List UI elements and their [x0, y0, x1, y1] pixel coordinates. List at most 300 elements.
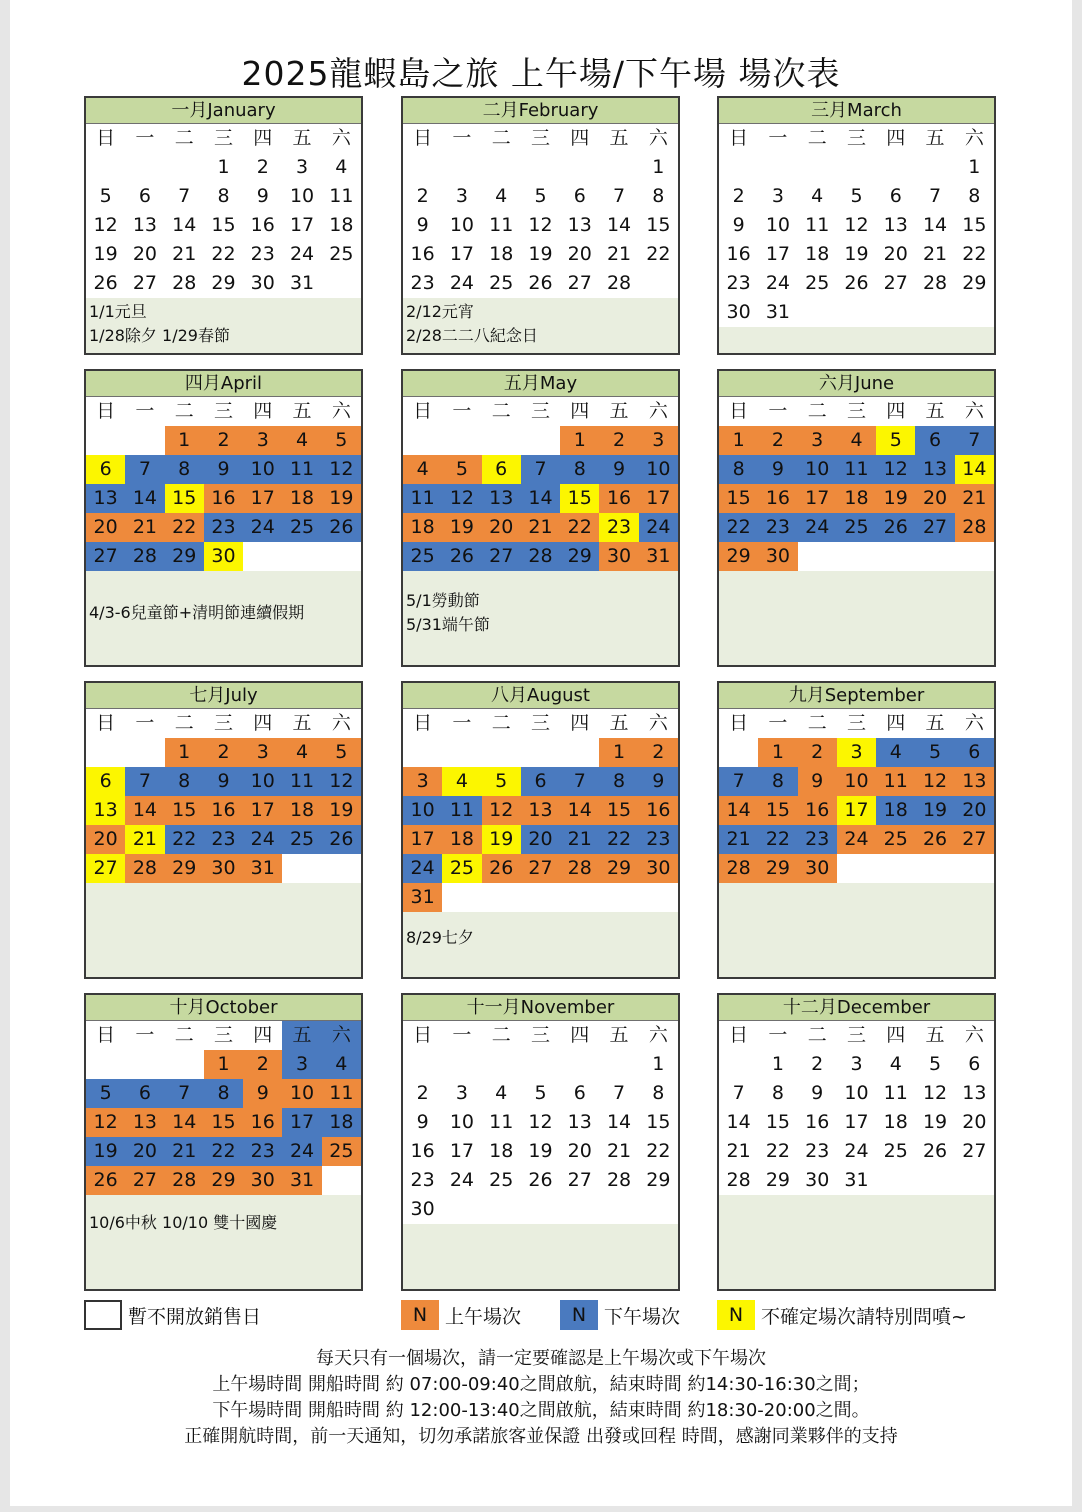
weekday-label: 三 [213, 400, 233, 422]
day-cell [599, 1195, 638, 1224]
week-row [86, 1166, 361, 1195]
day-cell [403, 738, 442, 767]
week-row [403, 542, 678, 571]
month-title: 九月September [719, 683, 994, 709]
week-row [719, 153, 994, 182]
day-cell: 10 [837, 1079, 876, 1108]
day-cell: 13 [955, 1079, 994, 1108]
week-row [403, 767, 678, 796]
day-cell: 15 [758, 796, 797, 825]
day-cell: 25 [322, 240, 361, 269]
day-cell [442, 1195, 481, 1224]
weekday-label: 三 [530, 1024, 550, 1046]
day-cell: 4 [798, 182, 837, 211]
month-title: 一月January [86, 98, 361, 124]
day-cell: 4 [482, 1079, 521, 1108]
day-cell: 25 [876, 1137, 915, 1166]
day-cell: 31 [403, 883, 442, 912]
weekday-label: 四 [570, 400, 590, 422]
weekday-label: 二 [174, 1024, 194, 1046]
weekday-label: 六 [322, 1021, 361, 1050]
day-cell: 31 [758, 298, 797, 327]
week-row [86, 182, 361, 211]
week-row [719, 767, 994, 796]
day-cell: 3 [837, 738, 876, 767]
weekday-label: 日 [413, 400, 433, 422]
day-cell: 16 [719, 240, 758, 269]
day-cell: 14 [560, 796, 599, 825]
day-cell: 17 [243, 484, 282, 513]
day-cell [876, 298, 915, 327]
day-cell: 9 [243, 182, 282, 211]
day-cell: 21 [125, 825, 164, 854]
day-cell: 23 [243, 240, 282, 269]
day-cell: 1 [639, 1050, 678, 1079]
week-row [719, 240, 994, 269]
weekday-header [86, 397, 361, 426]
day-cell: 26 [86, 1166, 125, 1195]
week-row [719, 182, 994, 211]
footer-notes [0, 1346, 1082, 1450]
day-cell: 3 [282, 1050, 321, 1079]
day-cell: 10 [798, 455, 837, 484]
day-cell: 28 [125, 542, 164, 571]
day-cell: 28 [719, 1166, 758, 1195]
day-cell: 15 [719, 484, 758, 513]
day-cell: 1 [165, 426, 204, 455]
day-cell: 17 [837, 1108, 876, 1137]
week-row [403, 1195, 678, 1224]
month-title: 三月March [719, 98, 994, 124]
weekday-header [403, 1021, 678, 1050]
month-title: 四月April [86, 371, 361, 397]
weekday-label: 一 [768, 127, 788, 149]
weekday-label: 五 [609, 712, 629, 734]
day-cell: 13 [560, 211, 599, 240]
weekday-label: 五 [925, 1024, 945, 1046]
day-cell: 26 [322, 513, 361, 542]
footer-line: 上午場時間 開船時間 約 07:00-09:40之間啟航，結束時間 約14:30-16:30之間； [212, 1374, 870, 1395]
day-cell: 7 [599, 1079, 638, 1108]
week-row [86, 1137, 361, 1166]
day-cell: 27 [482, 542, 521, 571]
day-cell: 24 [282, 240, 321, 269]
day-cell: 28 [955, 513, 994, 542]
month-panel [717, 681, 996, 979]
day-cell: 10 [442, 211, 481, 240]
day-cell: 19 [442, 513, 481, 542]
weekday-label: 三 [846, 127, 866, 149]
weekday-label: 五 [925, 400, 945, 422]
day-cell [955, 542, 994, 571]
day-cell [482, 426, 521, 455]
week-row [719, 1050, 994, 1079]
weekday-label: 日 [413, 712, 433, 734]
day-cell: 20 [521, 825, 560, 854]
day-cell: 24 [442, 1166, 481, 1195]
day-cell: 21 [165, 240, 204, 269]
day-cell: 24 [282, 1137, 321, 1166]
legend-pm [560, 1299, 680, 1331]
day-cell: 15 [599, 796, 638, 825]
day-cell: 14 [521, 484, 560, 513]
day-cell: 4 [442, 767, 481, 796]
day-cell: 25 [837, 513, 876, 542]
day-cell: 16 [243, 211, 282, 240]
weekday-label: 一 [768, 712, 788, 734]
day-cell: 20 [955, 1108, 994, 1137]
month-notes [719, 327, 994, 331]
weekday-label: 三 [213, 712, 233, 734]
day-cell: 20 [86, 825, 125, 854]
day-cell [521, 1195, 560, 1224]
day-cell: 29 [758, 1166, 797, 1195]
day-cell [837, 298, 876, 327]
day-cell: 13 [86, 484, 125, 513]
weekday-label: 日 [729, 127, 749, 149]
day-cell: 7 [165, 1079, 204, 1108]
day-cell: 12 [521, 1108, 560, 1137]
day-cell: 27 [125, 269, 164, 298]
day-cell [837, 854, 876, 883]
day-cell: 29 [204, 269, 243, 298]
month-panel [401, 96, 680, 355]
day-cell [599, 153, 638, 182]
month-notes [719, 883, 994, 887]
week-row [86, 825, 361, 854]
month-panel [717, 369, 996, 667]
weekday-label: 二 [807, 712, 827, 734]
day-cell [560, 1195, 599, 1224]
day-cell: 6 [560, 182, 599, 211]
weekday-label: 日 [96, 400, 116, 422]
month-notes [86, 298, 361, 350]
day-cell [442, 1050, 481, 1079]
weekday-header [403, 397, 678, 426]
day-cell: 18 [876, 1108, 915, 1137]
day-cell: 9 [798, 1079, 837, 1108]
month-notes [719, 1195, 994, 1199]
week-row [719, 211, 994, 240]
day-cell: 7 [955, 426, 994, 455]
day-cell [837, 542, 876, 571]
legend-pm-swatch: N [560, 1300, 598, 1330]
day-cell [639, 1195, 678, 1224]
day-cell: 12 [322, 767, 361, 796]
day-cell: 13 [876, 211, 915, 240]
day-cell: 7 [560, 767, 599, 796]
day-cell: 21 [521, 513, 560, 542]
day-cell: 1 [758, 738, 797, 767]
day-cell: 15 [165, 796, 204, 825]
day-cell: 31 [837, 1166, 876, 1195]
weekday-label: 六 [964, 400, 984, 422]
day-cell: 3 [282, 153, 321, 182]
day-cell: 2 [758, 426, 797, 455]
footer-line: 正確開航時間，前一天通知，切勿承諾旅客並保證 出發或回程 時間，感謝同業夥伴的支持 [184, 1426, 898, 1447]
weekday-label: 五 [925, 127, 945, 149]
day-cell: 23 [719, 269, 758, 298]
day-cell: 6 [125, 182, 164, 211]
day-cell: 8 [560, 455, 599, 484]
day-cell: 7 [521, 455, 560, 484]
day-cell: 30 [403, 1195, 442, 1224]
day-cell: 26 [915, 1137, 954, 1166]
week-row [719, 1166, 994, 1195]
weekday-label: 日 [96, 1024, 116, 1046]
day-cell: 10 [282, 1079, 321, 1108]
day-cell: 2 [798, 738, 837, 767]
day-cell: 28 [560, 854, 599, 883]
weekday-header [86, 124, 361, 153]
day-cell [876, 854, 915, 883]
day-cell [955, 298, 994, 327]
day-cell: 6 [560, 1079, 599, 1108]
month-notes [86, 883, 361, 887]
day-cell: 18 [403, 513, 442, 542]
day-cell: 23 [403, 1166, 442, 1195]
week-row [403, 153, 678, 182]
weekday-label: 三 [213, 1024, 233, 1046]
month-title: 十一月November [403, 995, 678, 1021]
day-cell: 12 [915, 1079, 954, 1108]
day-cell: 27 [876, 269, 915, 298]
day-cell [639, 883, 678, 912]
day-cell [560, 883, 599, 912]
week-row [86, 767, 361, 796]
week-row [86, 738, 361, 767]
day-cell: 21 [599, 1137, 638, 1166]
day-cell: 14 [955, 455, 994, 484]
day-cell: 3 [243, 426, 282, 455]
day-cell: 7 [125, 767, 164, 796]
week-row [86, 1050, 361, 1079]
weekday-label: 二 [491, 400, 511, 422]
day-cell: 18 [282, 796, 321, 825]
day-cell: 11 [876, 767, 915, 796]
legend-am-swatch: N [401, 1300, 439, 1330]
day-cell: 6 [955, 1050, 994, 1079]
day-cell [125, 1050, 164, 1079]
day-cell: 9 [798, 767, 837, 796]
day-cell: 17 [282, 211, 321, 240]
weekday-header [719, 1021, 994, 1050]
day-cell: 19 [86, 240, 125, 269]
weekday-label: 四 [570, 1024, 590, 1046]
day-cell [719, 738, 758, 767]
day-cell: 23 [798, 825, 837, 854]
day-cell: 2 [204, 738, 243, 767]
day-cell: 26 [322, 825, 361, 854]
day-cell: 16 [639, 796, 678, 825]
day-cell: 2 [639, 738, 678, 767]
legend-closed-swatch [84, 1300, 122, 1330]
day-cell [282, 542, 321, 571]
day-cell: 8 [599, 767, 638, 796]
day-cell [837, 153, 876, 182]
day-cell: 6 [955, 738, 994, 767]
week-row [403, 240, 678, 269]
weekday-label: 六 [964, 1024, 984, 1046]
day-cell: 11 [403, 484, 442, 513]
week-row [86, 211, 361, 240]
weekday-label: 五 [292, 712, 312, 734]
weekday-label: 六 [648, 712, 668, 734]
day-cell: 24 [798, 513, 837, 542]
day-cell: 24 [243, 513, 282, 542]
day-cell: 10 [243, 455, 282, 484]
day-cell: 28 [599, 269, 638, 298]
day-cell: 22 [599, 825, 638, 854]
day-cell: 6 [876, 182, 915, 211]
day-cell: 26 [521, 1166, 560, 1195]
day-cell: 18 [322, 1108, 361, 1137]
day-cell [521, 1050, 560, 1079]
day-cell: 12 [482, 796, 521, 825]
day-cell: 2 [403, 182, 442, 211]
day-cell: 3 [837, 1050, 876, 1079]
weekday-label: 五 [609, 1024, 629, 1046]
week-row [403, 1050, 678, 1079]
day-cell: 12 [86, 1108, 125, 1137]
day-cell: 20 [125, 1137, 164, 1166]
weekday-label: 六 [331, 712, 351, 734]
day-cell: 5 [482, 767, 521, 796]
day-cell: 23 [798, 1137, 837, 1166]
day-cell: 10 [243, 767, 282, 796]
day-cell: 16 [204, 796, 243, 825]
day-cell: 19 [876, 484, 915, 513]
day-cell [560, 153, 599, 182]
legend-closed [84, 1299, 261, 1331]
week-row [86, 1079, 361, 1108]
weekday-label: 四 [886, 712, 906, 734]
day-cell: 13 [86, 796, 125, 825]
day-cell: 14 [719, 1108, 758, 1137]
holiday-note: 10/6中秋 10/10 雙十國慶 [89, 1213, 278, 1232]
holiday-note: 4/3-6兒童節+清明節連續假期 [89, 603, 305, 622]
day-cell [442, 738, 481, 767]
day-cell: 30 [798, 854, 837, 883]
weekday-label: 三 [846, 1024, 866, 1046]
day-cell: 14 [125, 484, 164, 513]
day-cell: 24 [243, 825, 282, 854]
week-row [719, 455, 994, 484]
day-cell: 25 [798, 269, 837, 298]
day-cell [560, 738, 599, 767]
day-cell: 12 [442, 484, 481, 513]
day-cell: 22 [639, 1137, 678, 1166]
week-row [403, 455, 678, 484]
day-cell: 17 [837, 796, 876, 825]
day-cell: 11 [876, 1079, 915, 1108]
day-cell: 4 [482, 182, 521, 211]
weekday-label: 二 [807, 400, 827, 422]
month-panel [401, 369, 680, 667]
month-panel [84, 993, 363, 1291]
day-cell: 8 [719, 455, 758, 484]
day-cell: 11 [442, 796, 481, 825]
week-row [719, 426, 994, 455]
weekday-header [403, 709, 678, 738]
weekday-label: 二 [174, 712, 194, 734]
day-cell: 28 [915, 269, 954, 298]
day-cell: 20 [560, 240, 599, 269]
month-panel [401, 681, 680, 979]
weekday-label: 六 [964, 127, 984, 149]
day-cell: 27 [86, 542, 125, 571]
day-cell: 18 [282, 484, 321, 513]
month-notes [403, 571, 678, 639]
day-cell: 7 [719, 767, 758, 796]
day-cell [482, 1195, 521, 1224]
day-cell: 5 [86, 182, 125, 211]
day-cell: 22 [204, 1137, 243, 1166]
weekday-label: 日 [96, 127, 116, 149]
day-cell [798, 298, 837, 327]
day-cell: 30 [798, 1166, 837, 1195]
day-cell: 21 [915, 240, 954, 269]
day-cell: 11 [798, 211, 837, 240]
day-cell: 10 [758, 211, 797, 240]
holiday-note: 1/28除夕 1/29春節 [89, 326, 230, 345]
weekday-label: 五 [292, 127, 312, 149]
day-cell: 19 [915, 796, 954, 825]
day-cell: 1 [204, 153, 243, 182]
day-cell: 19 [322, 796, 361, 825]
week-row [719, 1137, 994, 1166]
day-cell [442, 153, 481, 182]
day-cell: 13 [125, 211, 164, 240]
day-cell: 15 [955, 211, 994, 240]
day-cell: 28 [165, 269, 204, 298]
day-cell [915, 1166, 954, 1195]
day-cell: 7 [165, 182, 204, 211]
weekday-label: 三 [530, 400, 550, 422]
day-cell: 1 [165, 738, 204, 767]
day-cell: 18 [876, 796, 915, 825]
day-cell: 13 [915, 455, 954, 484]
weekday-label: 日 [729, 712, 749, 734]
day-cell: 10 [837, 767, 876, 796]
day-cell: 29 [955, 269, 994, 298]
day-cell [915, 854, 954, 883]
day-cell: 9 [403, 211, 442, 240]
day-cell: 20 [876, 240, 915, 269]
weekday-label: 五 [609, 127, 629, 149]
day-cell: 3 [442, 182, 481, 211]
day-cell: 26 [837, 269, 876, 298]
day-cell: 8 [758, 767, 797, 796]
day-cell: 11 [837, 455, 876, 484]
day-cell: 16 [798, 796, 837, 825]
week-row [86, 484, 361, 513]
day-cell [758, 153, 797, 182]
day-cell: 11 [482, 211, 521, 240]
day-cell: 6 [482, 455, 521, 484]
month-panel [84, 96, 363, 355]
day-cell [521, 738, 560, 767]
weekday-label: 二 [807, 127, 827, 149]
day-cell: 24 [639, 513, 678, 542]
legend-tbd-label: 不確定場次請特別問噴~ [761, 1305, 967, 1328]
day-cell: 5 [837, 182, 876, 211]
day-cell: 28 [125, 854, 164, 883]
day-cell: 25 [282, 513, 321, 542]
week-row [403, 211, 678, 240]
week-row [403, 1108, 678, 1137]
month-notes [403, 1224, 678, 1228]
